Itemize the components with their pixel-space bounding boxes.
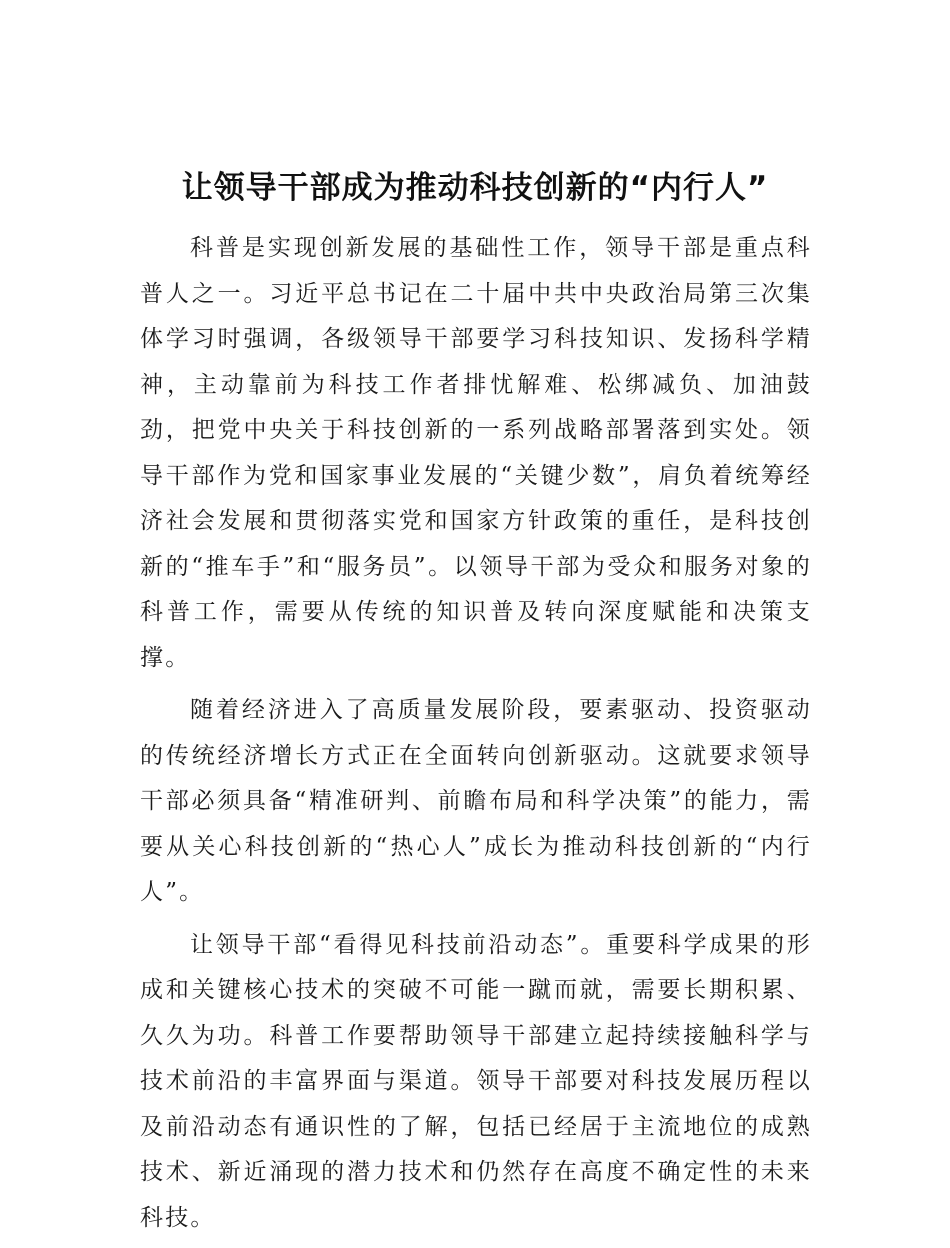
article-title: 让领导干部成为推动科技创新的“内行人” bbox=[181, 170, 769, 206]
paragraph-3: 让领导干部“看得见科技前沿动态”。重要科学成果的形成和关键核心技术的突破不可能一蹴而就，需要长期积累、久久为功。科普工作要帮助领导干部建立起持续接触科学与技术前沿的丰富界面与渠道。领导干部要对科技发展历程以及前沿动态有通识性的了解，包括已经居于主流地位的成熟技术、新近涌现的潜力技术和仍然存在高度不确定性的未来科技。 bbox=[140, 931, 812, 1231]
article-body bbox=[140, 226, 812, 1248]
paragraph-1: 科普是实现创新发展的基础性工作，领导干部是重点科普人之一。习近平总书记在二十届中共中央政治局第三次集体学习时强调，各级领导干部要学习科技知识、发扬科学精神，主动靠前为科技工作者排忧解难、松绑减负、加油鼓劲，把党中央关于科技创新的一系列战略部署落到实处。领导干部作为党和国家事业发展的“关键少数”，肩负着统筹经济社会发展和贯彻落实党和国家方针政策的重任，是科技创新的“推车手”和“服务员”。以领导干部为受众和服务对象的科普工作，需要从传统的知识普及转向深度赋能和决策支撑。 bbox=[140, 235, 812, 671]
paragraph-2: 随着经济进入了高质量发展阶段，要素驱动、投资驱动的传统经济增长方式正在全面转向创新驱动。这就要求领导干部必须具备“精准研判、前瞻布局和科学决策”的能力，需要从关心科技创新的“热心人”成长为推动科技创新的“内行人”。 bbox=[140, 697, 812, 905]
